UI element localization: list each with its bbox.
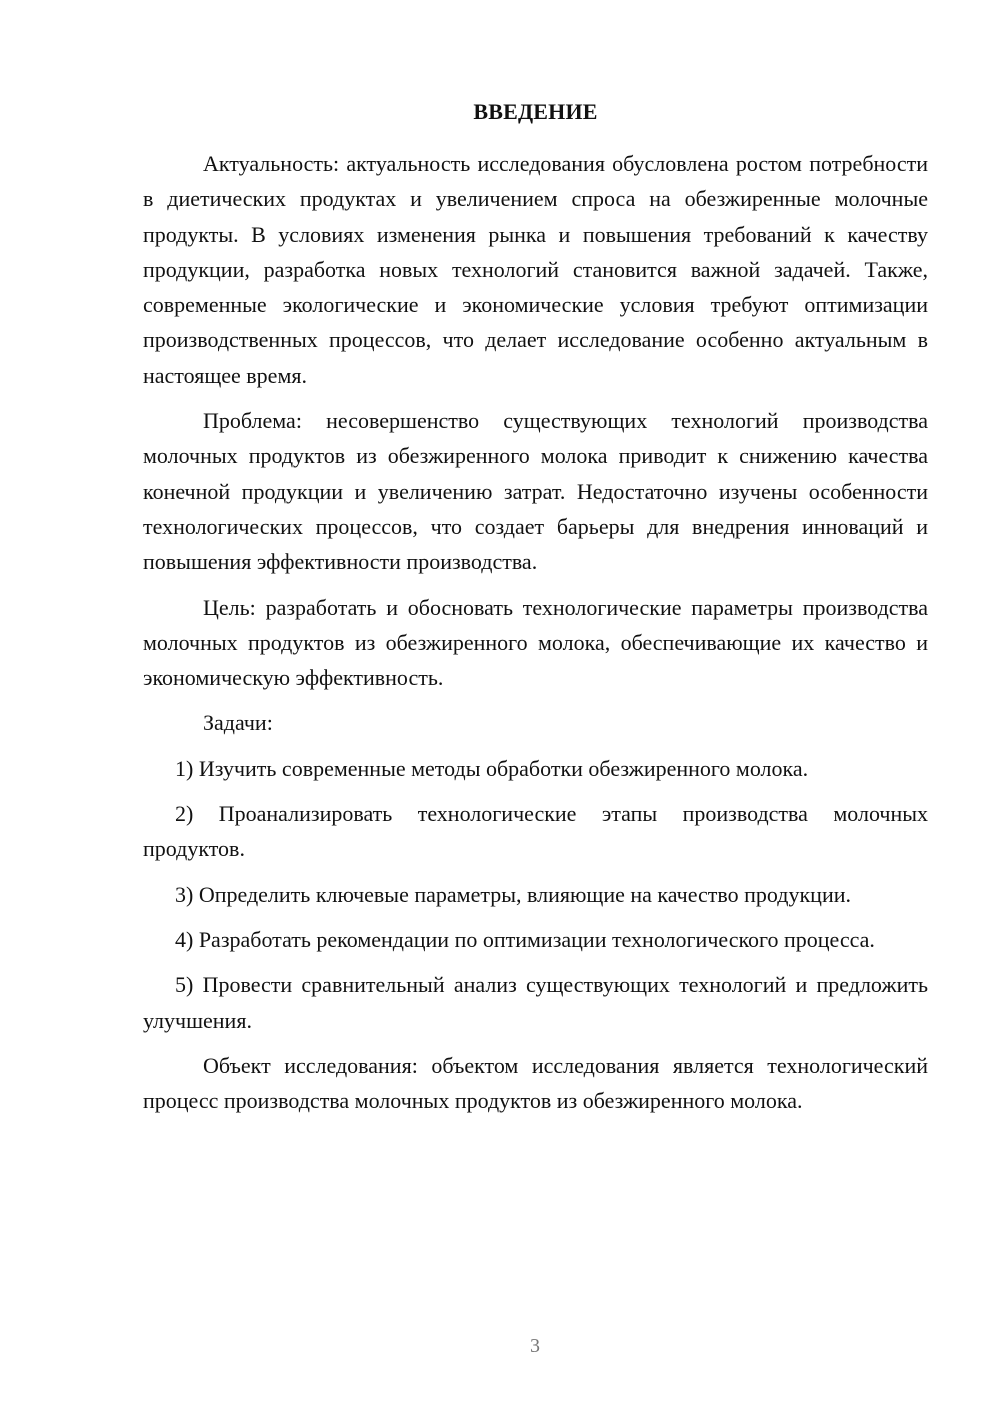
- section-title: ВВЕДЕНИЕ: [473, 99, 598, 124]
- paragraph-goal: Цель: разработать и обосновать технологические параметры производства молочных продуктов из обезжиренного молока, обеспечивающие их качество и экономическую эффективность.: [143, 594, 928, 691]
- task-item-5: 5) Провести сравнительный анализ существующих технологий и предложить улучшения.: [143, 972, 928, 1033]
- task-item-2: 2) Проанализировать технологические этапы производства молочных продуктов.: [143, 801, 928, 862]
- tasks-heading: Задачи:: [203, 710, 273, 736]
- page-number: 3: [530, 1335, 540, 1357]
- task-item-3: 3) Определить ключевые параметры, влияющие на качество продукции.: [175, 881, 851, 907]
- page-content: [143, 95, 928, 1118]
- paragraph-problem: Проблема: несовершенство существующих технологий производства молочных продуктов из обезжиренного молока приводит к снижению качества конечной продукции и увеличению затрат. Недостаточно изучены особенности технологических процессов, что создает барьеры для внедрения инноваций и повышения эффективности производства.: [143, 408, 928, 575]
- paragraph-relevance: Актуальность: актуальность исследования обусловлена ростом потребности в диетических продуктах и увеличением спроса на обезжиренные молочные продукты. В условиях изменения рынка и повышения требований к качеству продукции, разработка новых технологий становится важной задачей. Также, современные экологические и экономические условия требуют оптимизации производственных процессов, что делает исследование особенно актуальным в настоящее время.: [143, 151, 928, 388]
- paragraph-object: Объект исследования: объектом исследования является технологический процесс производства молочных продуктов из обезжиренного молока.: [143, 1052, 928, 1114]
- task-item-1: 1) Изучить современные методы обработки обезжиренного молока.: [175, 755, 809, 781]
- task-item-4: 4) Разработать рекомендации по оптимизации технологического процесса.: [175, 926, 875, 952]
